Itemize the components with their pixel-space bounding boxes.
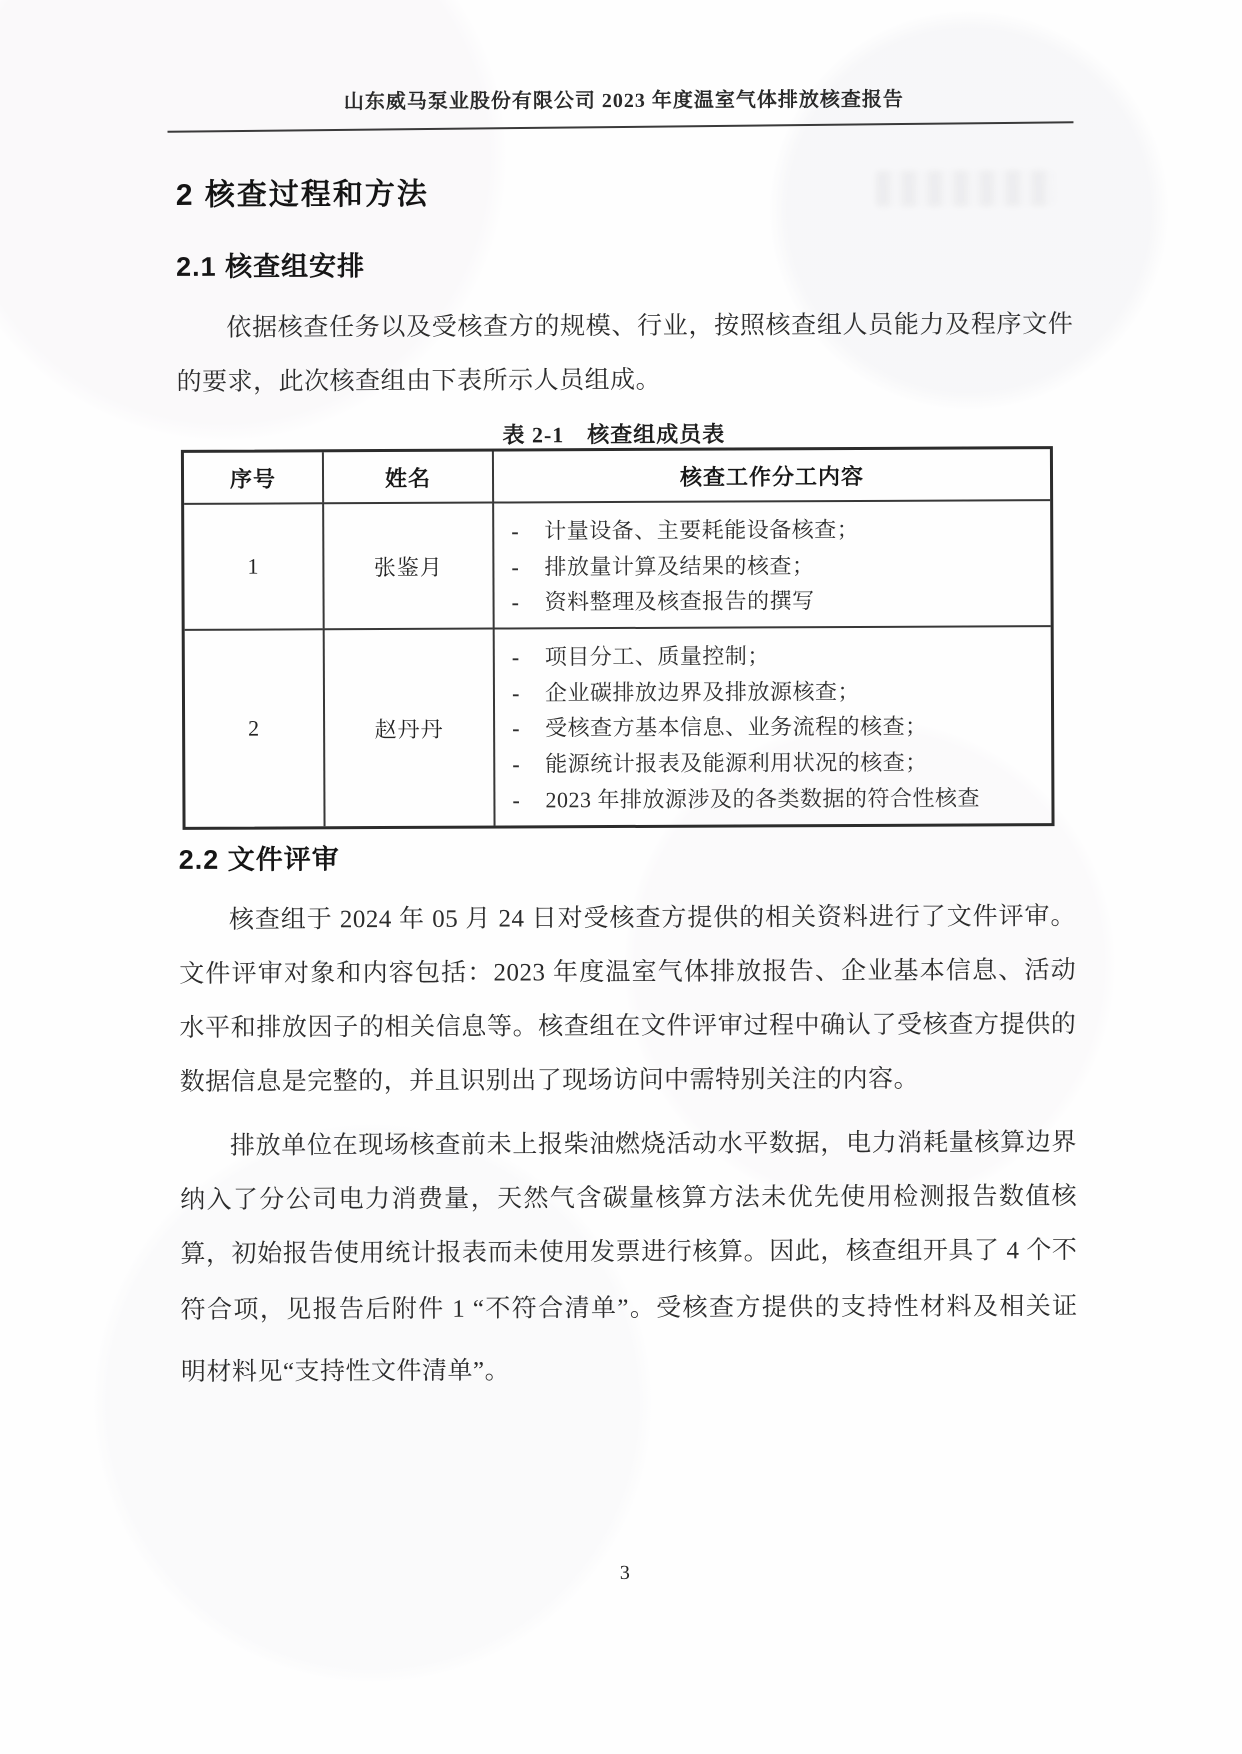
dash-bullet: -	[511, 589, 520, 615]
dash-bullet: -	[512, 787, 521, 813]
duty-item	[509, 745, 1041, 778]
table-caption: 表 2-1 核查组成员表	[502, 421, 726, 448]
column-header-name: 姓名	[322, 452, 492, 503]
duty-text: 企业碳排放边界及排放源核查；	[544, 678, 861, 705]
dash-bullet: -	[512, 715, 521, 741]
paragraph-line: 核查组于 2024 年 05 月 24 日对受核查方提供的相关资料进行了文件评审。	[228, 903, 1077, 934]
paragraph-line: 的要求，此次核查组由下表所示人员组成。	[176, 366, 662, 396]
paragraph-line: 明材料见“支持性文件清单”。	[180, 1357, 511, 1386]
section-heading-2: 2 核查过程和方法	[175, 177, 429, 212]
duty-text: 受核查方基本信息、业务流程的核查；	[545, 714, 928, 741]
duty-text: 2023 年排放源涉及的各类数据的符合性核查	[545, 785, 980, 813]
running-header: 山东威马泵业股份有限公司 2023 年度温室气体排放核查报告	[343, 88, 904, 114]
duty-item	[509, 638, 1041, 671]
scan-artifact	[876, 170, 1056, 207]
dash-bullet: -	[511, 518, 520, 544]
row1-no: 1	[184, 502, 323, 629]
duty-item	[509, 781, 1041, 814]
paragraph-line: 水平和排放因子的相关信息等。核查组在文件评审过程中确认了受核查方提供的	[179, 1011, 1077, 1042]
duty-text: 计量设备、主要耗能设备核查；	[544, 516, 860, 544]
section-heading-2-1: 2.1 核查组安排	[176, 251, 366, 282]
section-heading-2-2: 2.2 文件评审	[178, 844, 340, 875]
duty-item	[508, 548, 1040, 581]
paragraph-line: 算，初始报告使用统计报表而未使用发票进行核算。因此，核查组开具了 4 个不	[180, 1237, 1078, 1268]
row2-name: 赵丹丹	[323, 628, 494, 827]
dash-bullet: -	[511, 553, 520, 579]
row2-no: 2	[185, 628, 324, 827]
dash-bullet: -	[512, 751, 521, 777]
duty-text: 排放量计算及结果的核查；	[544, 552, 815, 579]
column-header-no: 序号	[229, 466, 277, 492]
header-divider	[168, 121, 1074, 132]
row1-name: 张鉴月	[322, 502, 493, 629]
duty-item	[509, 710, 1041, 743]
paragraph-line: 文件评审对象和内容包括：2023 年度温室气体排放报告、企业基本信息、活动	[179, 957, 1077, 988]
row2-duties	[493, 625, 1052, 825]
paragraph-line: 依据核查任务以及受核查方的规模、行业，按照核查组人员能力及程序文件	[226, 311, 1074, 342]
row1-duties	[492, 499, 1051, 627]
duty-text: 能源统计报表及能源利用状况的核查；	[545, 749, 928, 777]
duty-text: 项目分工、质量控制；	[544, 643, 770, 670]
page-number: 3	[619, 1561, 630, 1585]
verification-team-table	[181, 446, 1055, 830]
dash-bullet: -	[511, 644, 520, 670]
dash-bullet: -	[511, 680, 520, 706]
paragraph-line: 排放单位在现场核查前未上报柴油燃烧活动水平数据，电力消耗量核算边界	[229, 1129, 1077, 1160]
paragraph-line: 符合项，见报告后附件 1 “不符合清单”。受核查方提供的支持性材料及相关证	[180, 1293, 1078, 1324]
column-header-duties: 核查工作分工内容	[492, 449, 1050, 501]
duty-text: 资料整理及核查报告的撰写	[544, 588, 815, 615]
paragraph-line: 数据信息是完整的，并且识别出了现场访问中需特别关注的内容。	[179, 1065, 920, 1096]
duty-item	[508, 583, 1040, 616]
duty-item	[508, 512, 1040, 545]
duty-item	[509, 674, 1041, 707]
paragraph-line: 纳入了分公司电力消费量，天然气含碳量核算方法未优先使用检测报告数值核	[180, 1183, 1078, 1214]
